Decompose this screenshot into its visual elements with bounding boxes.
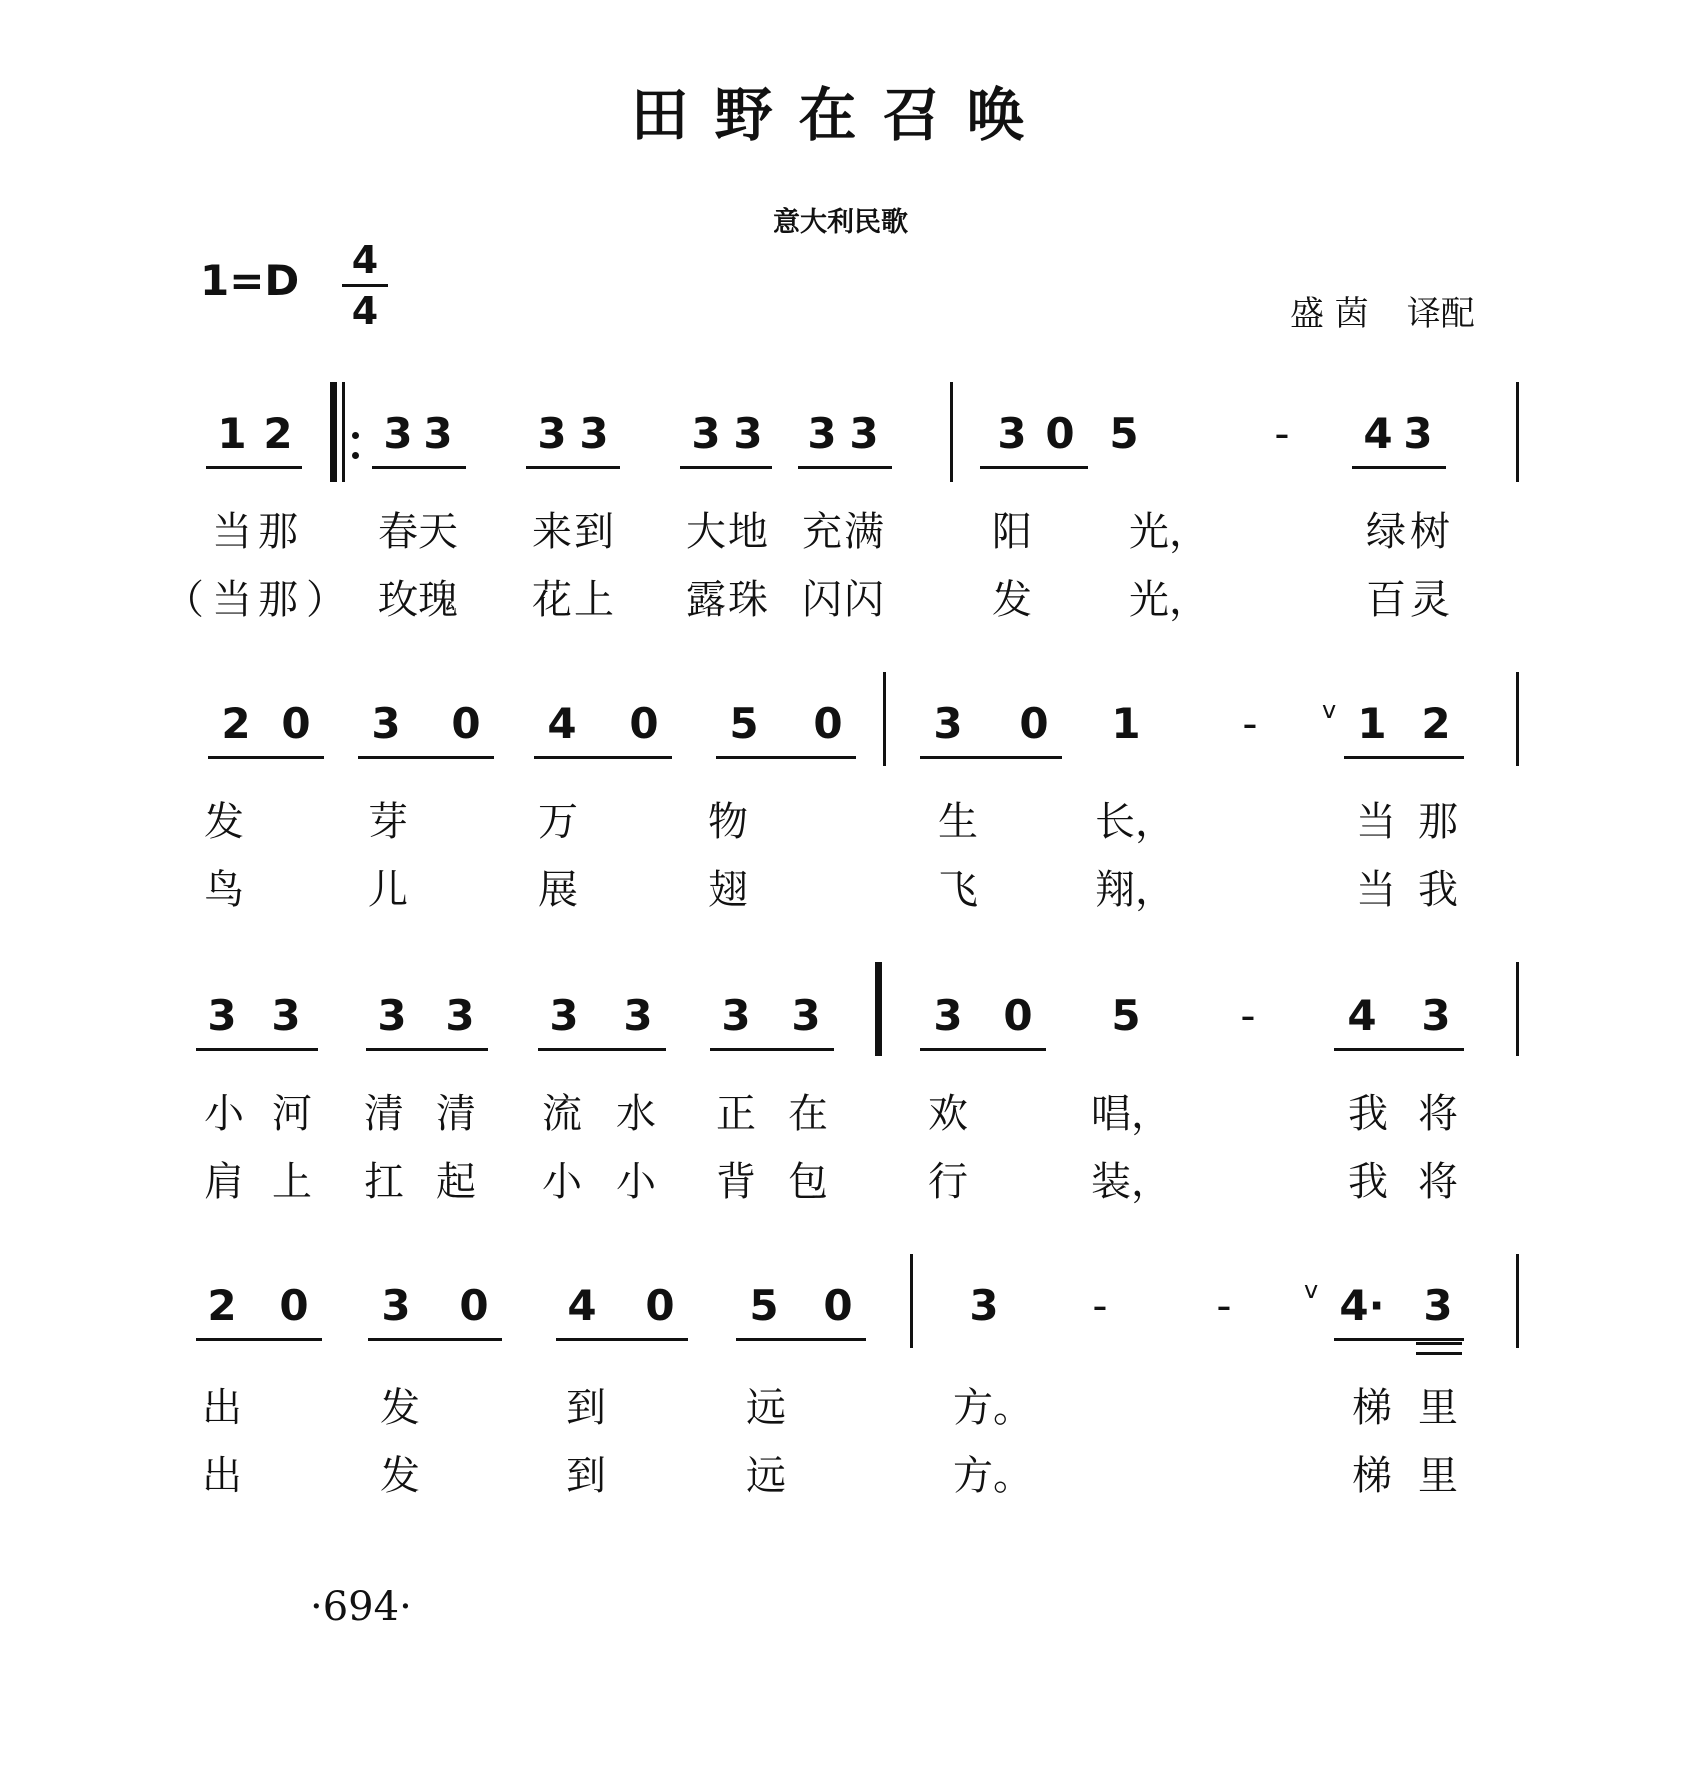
translator-role: 译配 xyxy=(1406,294,1475,334)
lyric-syllable: 河 xyxy=(272,1091,312,1137)
lyric-syllable: 我 xyxy=(1418,867,1458,913)
beam-underline xyxy=(710,1048,834,1051)
beam-underline xyxy=(736,1338,866,1341)
lyric-syllable: 玫 xyxy=(378,577,418,623)
lyric-syllable: 春 xyxy=(378,509,418,555)
note: 3 xyxy=(733,409,763,458)
note: 3 xyxy=(1423,1281,1453,1330)
note: 4· xyxy=(1339,1281,1385,1330)
lyric-syllable: 天 xyxy=(418,509,458,555)
note: 0 xyxy=(281,699,311,748)
lyric-paren-open: （ xyxy=(164,577,204,623)
note: 3 xyxy=(371,699,401,748)
lyric-syllable: 鸟 xyxy=(204,867,244,913)
lyric-syllable: 闪 xyxy=(844,577,884,623)
beam-underline xyxy=(534,756,672,759)
lyric-syllable: 满 xyxy=(844,509,884,555)
note: 5 xyxy=(729,699,759,748)
barline xyxy=(910,1254,913,1348)
lyric-syllable: 小 xyxy=(616,1159,656,1205)
lyric-syllable: 百 xyxy=(1366,577,1406,623)
beam-underline xyxy=(980,466,1088,469)
note: 0 xyxy=(629,699,659,748)
lyric-syllable: 清 xyxy=(436,1091,476,1137)
beam-underline xyxy=(1352,466,1446,469)
note: 0 xyxy=(1003,991,1033,1040)
lyric-syllable: 里 xyxy=(1418,1385,1458,1431)
lyric-syllable: 欢 xyxy=(928,1091,968,1137)
barline xyxy=(1516,672,1519,766)
lyric-syllable: 瑰 xyxy=(418,577,458,623)
repeat-barline-thin xyxy=(342,382,345,482)
barline xyxy=(875,962,882,1056)
repeat-barline xyxy=(330,382,337,482)
lyric-syllable: 展 xyxy=(538,867,578,913)
lyric-syllable: 阳 xyxy=(992,509,1032,555)
lyric-paren-close: ） xyxy=(306,577,346,623)
translator-name: 盛 茵 xyxy=(1290,294,1369,334)
beam-underline xyxy=(716,756,856,759)
lyric-syllable: 光， xyxy=(1129,509,1209,555)
beam-underline xyxy=(206,466,302,469)
lyric-syllable: 将 xyxy=(1418,1159,1458,1205)
note: 3 xyxy=(1403,409,1433,458)
note: 5 xyxy=(1111,991,1141,1040)
beam-underline xyxy=(798,466,892,469)
lyric-syllable: 当 xyxy=(1356,867,1396,913)
lyric-syllable: 当 xyxy=(1356,799,1396,845)
note: 3 xyxy=(933,991,963,1040)
time-signature-line xyxy=(342,284,388,287)
note: 3 xyxy=(623,991,653,1040)
page-number: ·694· xyxy=(310,1584,412,1630)
lyric-syllable: 珠 xyxy=(728,577,768,623)
note: 3 xyxy=(377,991,407,1040)
lyric-syllable: 流 xyxy=(542,1091,582,1137)
lyric-syllable: 出 xyxy=(202,1385,242,1431)
beam-underline-secondary xyxy=(1416,1342,1462,1345)
barline xyxy=(1516,1254,1519,1348)
lyric-syllable: 到 xyxy=(566,1385,606,1431)
lyric-syllable: 绿 xyxy=(1366,509,1406,555)
duration-dash: - xyxy=(1274,409,1290,458)
note: 3 xyxy=(549,991,579,1040)
beam-underline xyxy=(1344,756,1464,759)
beam-underline xyxy=(538,1048,666,1051)
barline xyxy=(1516,382,1519,482)
note: 3 xyxy=(691,409,721,458)
lyric-syllable: 背 xyxy=(716,1159,756,1205)
lyric-syllable: 行 xyxy=(928,1159,968,1205)
lyric-syllable: 我 xyxy=(1348,1091,1388,1137)
lyric-syllable: 光， xyxy=(1129,577,1209,623)
lyric-syllable: 正 xyxy=(716,1091,756,1137)
note: 3 xyxy=(381,1281,411,1330)
key-signature: 1=D xyxy=(200,256,300,305)
note: 4 xyxy=(567,1281,597,1330)
beam-underline xyxy=(208,756,324,759)
note: 5 xyxy=(749,1281,779,1330)
lyric-syllable: 地 xyxy=(728,509,768,555)
lyric-syllable: 飞 xyxy=(938,867,978,913)
time-signature xyxy=(342,238,388,333)
lyric-syllable: 翅 xyxy=(708,867,748,913)
barline xyxy=(883,672,886,766)
lyric-syllable: 生 xyxy=(938,799,978,845)
lyric-syllable: 那 xyxy=(258,509,298,555)
lyric-syllable: 方。 xyxy=(953,1453,1033,1499)
beam-underline xyxy=(680,466,772,469)
lyric-syllable: 发 xyxy=(380,1453,420,1499)
lyric-syllable: 发 xyxy=(204,799,244,845)
note: 3 xyxy=(933,699,963,748)
lyric-syllable: 远 xyxy=(746,1453,786,1499)
lyric-syllable: 灵 xyxy=(1410,577,1450,623)
beam-underline xyxy=(358,756,494,759)
note: 0 xyxy=(459,1281,489,1330)
lyric-syllable: 小 xyxy=(204,1091,244,1137)
lyric-syllable: 在 xyxy=(788,1091,828,1137)
lyric-syllable: 发 xyxy=(992,577,1032,623)
lyric-syllable: 大 xyxy=(686,509,726,555)
time-signature-numerator: 4 xyxy=(351,238,379,282)
lyric-syllable: 肩 xyxy=(204,1159,244,1205)
beam-underline xyxy=(920,1048,1046,1051)
repeat-dot xyxy=(352,432,359,439)
duration-dash: - xyxy=(1216,1281,1232,1330)
lyric-syllable: 出 xyxy=(202,1453,242,1499)
note: 1 xyxy=(1357,699,1387,748)
lyric-syllable: 唱， xyxy=(1091,1091,1171,1137)
note: 0 xyxy=(1019,699,1049,748)
note: 3 xyxy=(1421,991,1451,1040)
lyric-syllable: 发 xyxy=(380,1385,420,1431)
note: 3 xyxy=(849,409,879,458)
lyric-syllable: 扛 xyxy=(364,1159,404,1205)
beam-underline xyxy=(366,1048,488,1051)
note: 2 xyxy=(263,409,293,458)
lyric-syllable: 充 xyxy=(802,509,842,555)
duration-dash: - xyxy=(1240,991,1256,1040)
repeat-dot xyxy=(352,452,359,459)
beam-underline-secondary xyxy=(1416,1352,1462,1355)
lyric-syllable: 将 xyxy=(1418,1091,1458,1137)
beam-underline xyxy=(920,756,1062,759)
lyric-syllable: 到 xyxy=(574,509,614,555)
note: 0 xyxy=(451,699,481,748)
lyric-syllable: 露 xyxy=(686,577,726,623)
note: 2 xyxy=(207,1281,237,1330)
note: 0 xyxy=(1045,409,1075,458)
note: 3 xyxy=(445,991,475,1040)
song-origin: 意大利民歌 xyxy=(773,207,908,238)
note: 0 xyxy=(813,699,843,748)
lyric-syllable: 梯 xyxy=(1352,1453,1392,1499)
lyric-syllable: 小 xyxy=(542,1159,582,1205)
beam-underline xyxy=(372,466,466,469)
note: 5 xyxy=(1109,409,1139,458)
note: 2 xyxy=(1421,699,1451,748)
note: 3 xyxy=(537,409,567,458)
lyric-syllable: 方。 xyxy=(953,1385,1033,1431)
translator-credit xyxy=(1290,286,1475,335)
lyric-syllable: 那 xyxy=(1418,799,1458,845)
note: 3 xyxy=(807,409,837,458)
note: 0 xyxy=(645,1281,675,1330)
note: 3 xyxy=(271,991,301,1040)
song-title: 田野在召唤 xyxy=(630,81,1051,149)
note: 3 xyxy=(207,991,237,1040)
lyric-syllable: 上 xyxy=(272,1159,312,1205)
breath-mark: v xyxy=(1304,1276,1319,1304)
breath-mark: v xyxy=(1322,696,1337,724)
lyric-syllable: 树 xyxy=(1410,509,1450,555)
lyric-syllable: 远 xyxy=(746,1385,786,1431)
note: 4 xyxy=(547,699,577,748)
duration-dash: - xyxy=(1092,1281,1108,1330)
lyric-syllable: 装， xyxy=(1091,1159,1171,1205)
barline xyxy=(1516,962,1519,1056)
lyric-syllable: 起 xyxy=(436,1159,476,1205)
lyric-syllable: 到 xyxy=(566,1453,606,1499)
lyric-syllable: 芽 xyxy=(368,799,408,845)
beam-underline xyxy=(368,1338,502,1341)
lyric-syllable: 里 xyxy=(1418,1453,1458,1499)
barline xyxy=(950,382,953,482)
note: 4 xyxy=(1347,991,1377,1040)
lyric-syllable: 我 xyxy=(1348,1159,1388,1205)
lyric-syllable: 万 xyxy=(538,799,578,845)
lyric-syllable: 翔， xyxy=(1095,867,1175,913)
lyric-syllable: 物 xyxy=(708,799,748,845)
note: 3 xyxy=(423,409,453,458)
note: 3 xyxy=(579,409,609,458)
note: 3 xyxy=(791,991,821,1040)
lyric-syllable: 上 xyxy=(574,577,614,623)
note: 0 xyxy=(823,1281,853,1330)
beam-underline xyxy=(1334,1338,1464,1341)
lyric-syllable: 水 xyxy=(616,1091,656,1137)
beam-underline xyxy=(196,1048,318,1051)
lyric-syllable: 当 xyxy=(212,577,252,623)
lyric-syllable: 清 xyxy=(364,1091,404,1137)
lyric-syllable: 花 xyxy=(532,577,572,623)
note: 3 xyxy=(721,991,751,1040)
duration-dash: - xyxy=(1242,699,1258,748)
note: 4 xyxy=(1363,409,1393,458)
note: 3 xyxy=(383,409,413,458)
note: 3 xyxy=(997,409,1027,458)
beam-underline xyxy=(196,1338,322,1341)
note: 3 xyxy=(969,1281,999,1330)
note: 1 xyxy=(217,409,247,458)
note: 0 xyxy=(279,1281,309,1330)
lyric-syllable: 儿 xyxy=(368,867,408,913)
lyric-syllable: 梯 xyxy=(1352,1385,1392,1431)
note: 1 xyxy=(1111,699,1141,748)
lyric-syllable: 那 xyxy=(258,577,298,623)
lyric-syllable: 闪 xyxy=(802,577,842,623)
lyric-syllable: 包 xyxy=(788,1159,828,1205)
beam-underline xyxy=(556,1338,688,1341)
lyric-syllable: 当 xyxy=(212,509,252,555)
time-signature-denominator: 4 xyxy=(351,289,379,333)
beam-underline xyxy=(526,466,620,469)
lyric-syllable: 来 xyxy=(532,509,572,555)
lyric-syllable: 长， xyxy=(1095,799,1175,845)
beam-underline xyxy=(1334,1048,1464,1051)
note: 2 xyxy=(221,699,251,748)
